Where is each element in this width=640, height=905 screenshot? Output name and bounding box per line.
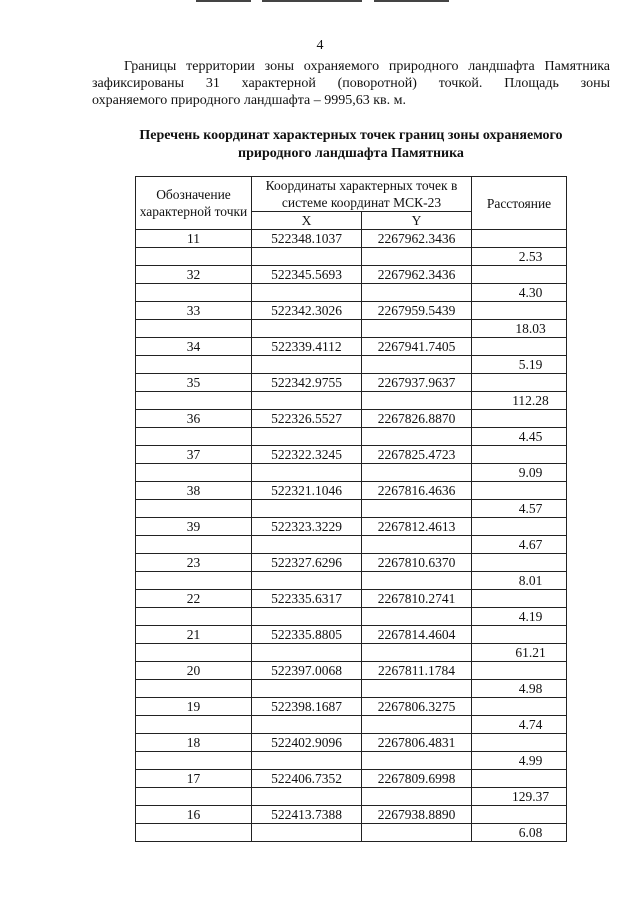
empty-y-cell <box>362 428 472 446</box>
empty-x-cell <box>252 824 362 842</box>
point-row <box>136 590 567 608</box>
point-id-cell: 11 <box>136 230 252 248</box>
x-coordinate-cell: 522402.9096 <box>252 734 362 752</box>
point-id-cell: 33 <box>136 302 252 320</box>
empty-id-cell <box>136 392 252 410</box>
point-row <box>136 770 567 788</box>
y-coordinate-cell: 2267812.4613 <box>362 518 472 536</box>
point-id-cell: 32 <box>136 266 252 284</box>
distance-cell: 9.09 <box>472 464 567 482</box>
empty-y-cell <box>362 716 472 734</box>
y-coordinate-cell: 2267825.4723 <box>362 446 472 464</box>
empty-id-cell <box>136 356 252 374</box>
point-row <box>136 230 567 248</box>
distance-cell: 4.98 <box>472 680 567 698</box>
point-id-cell: 39 <box>136 518 252 536</box>
empty-x-cell <box>252 248 362 266</box>
distance-cell: 61.21 <box>472 644 567 662</box>
empty-distance-cell <box>472 806 567 824</box>
distance-row <box>136 572 567 590</box>
point-row <box>136 302 567 320</box>
y-coordinate-cell: 2267826.8870 <box>362 410 472 428</box>
distance-cell: 5.19 <box>472 356 567 374</box>
intro-line-3: охраняемого природного ландшафта – 9995,63 кв. м. <box>92 93 407 108</box>
empty-y-cell <box>362 536 472 554</box>
x-coordinate-cell: 522335.6317 <box>252 590 362 608</box>
distance-cell: 129.37 <box>472 788 567 806</box>
point-id-cell: 36 <box>136 410 252 428</box>
empty-id-cell <box>136 536 252 554</box>
distance-cell: 8.01 <box>472 572 567 590</box>
empty-x-cell <box>252 608 362 626</box>
distance-cell: 4.99 <box>472 752 567 770</box>
header-y: Y <box>362 212 472 230</box>
empty-distance-cell <box>472 302 567 320</box>
empty-distance-cell <box>472 734 567 752</box>
distance-cell: 112.28 <box>472 392 567 410</box>
empty-distance-cell <box>472 266 567 284</box>
point-row <box>136 446 567 464</box>
x-coordinate-cell: 522342.3026 <box>252 302 362 320</box>
intro-paragraph <box>92 58 610 109</box>
point-id-cell: 35 <box>136 374 252 392</box>
point-row <box>136 662 567 680</box>
empty-id-cell <box>136 824 252 842</box>
distance-cell: 4.30 <box>472 284 567 302</box>
empty-x-cell <box>252 428 362 446</box>
point-row <box>136 698 567 716</box>
x-coordinate-cell: 522327.6296 <box>252 554 362 572</box>
distance-row <box>136 824 567 842</box>
point-row <box>136 410 567 428</box>
point-row <box>136 734 567 752</box>
empty-x-cell <box>252 680 362 698</box>
distance-row <box>136 356 567 374</box>
point-id-cell: 20 <box>136 662 252 680</box>
x-coordinate-cell: 522335.8805 <box>252 626 362 644</box>
empty-y-cell <box>362 500 472 518</box>
point-row <box>136 338 567 356</box>
y-coordinate-cell: 2267941.7405 <box>362 338 472 356</box>
empty-x-cell <box>252 572 362 590</box>
x-coordinate-cell: 522321.1046 <box>252 482 362 500</box>
distance-row <box>136 608 567 626</box>
empty-id-cell <box>136 320 252 338</box>
distance-row <box>136 500 567 518</box>
empty-id-cell <box>136 716 252 734</box>
point-id-cell: 23 <box>136 554 252 572</box>
distance-row <box>136 464 567 482</box>
empty-y-cell <box>362 824 472 842</box>
empty-id-cell <box>136 788 252 806</box>
empty-distance-cell <box>472 518 567 536</box>
y-coordinate-cell: 2267806.4831 <box>362 734 472 752</box>
x-coordinate-cell: 522397.0068 <box>252 662 362 680</box>
y-coordinate-cell: 2267810.6370 <box>362 554 472 572</box>
empty-y-cell <box>362 284 472 302</box>
x-coordinate-cell: 522326.5527 <box>252 410 362 428</box>
distance-row <box>136 680 567 698</box>
point-id-cell: 16 <box>136 806 252 824</box>
empty-x-cell <box>252 788 362 806</box>
empty-y-cell <box>362 356 472 374</box>
header-designation: Обозначение характерной точки <box>136 177 252 230</box>
distance-cell: 4.19 <box>472 608 567 626</box>
header-coordinates: Координаты характерных точек в системе координат МСК-23 <box>252 177 472 212</box>
empty-x-cell <box>252 536 362 554</box>
empty-x-cell <box>252 464 362 482</box>
point-row <box>136 518 567 536</box>
empty-id-cell <box>136 680 252 698</box>
point-id-cell: 22 <box>136 590 252 608</box>
empty-distance-cell <box>472 590 567 608</box>
x-coordinate-cell: 522398.1687 <box>252 698 362 716</box>
empty-y-cell <box>362 752 472 770</box>
point-row <box>136 266 567 284</box>
empty-y-cell <box>362 392 472 410</box>
distance-row <box>136 644 567 662</box>
empty-x-cell <box>252 356 362 374</box>
point-row <box>136 482 567 500</box>
y-coordinate-cell: 2267959.5439 <box>362 302 472 320</box>
distance-row <box>136 392 567 410</box>
empty-x-cell <box>252 284 362 302</box>
empty-x-cell <box>252 716 362 734</box>
distance-cell: 4.57 <box>472 500 567 518</box>
y-coordinate-cell: 2267937.9637 <box>362 374 472 392</box>
y-coordinate-cell: 2267814.4604 <box>362 626 472 644</box>
point-id-cell: 17 <box>136 770 252 788</box>
distance-row <box>136 536 567 554</box>
y-coordinate-cell: 2267962.3436 <box>362 266 472 284</box>
table-title-line-1: Перечень координат характерных точек границ зоны охраняемого <box>139 128 563 143</box>
empty-distance-cell <box>472 338 567 356</box>
empty-id-cell <box>136 644 252 662</box>
top-edge-lines <box>0 0 640 4</box>
header-distance: Расстояние <box>472 177 567 230</box>
distance-cell: 4.45 <box>472 428 567 446</box>
y-coordinate-cell: 2267809.6998 <box>362 770 472 788</box>
table-title <box>92 127 610 163</box>
coordinates-table-body <box>136 230 567 842</box>
x-coordinate-cell: 522339.4112 <box>252 338 362 356</box>
empty-y-cell <box>362 320 472 338</box>
empty-id-cell <box>136 500 252 518</box>
x-coordinate-cell: 522413.7388 <box>252 806 362 824</box>
empty-id-cell <box>136 752 252 770</box>
y-coordinate-cell: 2267810.2741 <box>362 590 472 608</box>
empty-distance-cell <box>472 698 567 716</box>
x-coordinate-cell: 522406.7352 <box>252 770 362 788</box>
empty-distance-cell <box>472 662 567 680</box>
y-coordinate-cell: 2267962.3436 <box>362 230 472 248</box>
empty-x-cell <box>252 392 362 410</box>
distance-cell: 6.08 <box>472 824 567 842</box>
point-row <box>136 374 567 392</box>
empty-x-cell <box>252 752 362 770</box>
point-id-cell: 38 <box>136 482 252 500</box>
y-coordinate-cell: 2267811.1784 <box>362 662 472 680</box>
distance-row <box>136 788 567 806</box>
distance-row <box>136 320 567 338</box>
point-row <box>136 626 567 644</box>
empty-y-cell <box>362 788 472 806</box>
distance-cell: 4.74 <box>472 716 567 734</box>
empty-y-cell <box>362 572 472 590</box>
x-coordinate-cell: 522323.3229 <box>252 518 362 536</box>
empty-y-cell <box>362 680 472 698</box>
y-coordinate-cell: 2267938.8890 <box>362 806 472 824</box>
empty-distance-cell <box>472 446 567 464</box>
empty-distance-cell <box>472 410 567 428</box>
empty-id-cell <box>136 248 252 266</box>
y-coordinate-cell: 2267816.4636 <box>362 482 472 500</box>
x-coordinate-cell: 522342.9755 <box>252 374 362 392</box>
empty-y-cell <box>362 644 472 662</box>
header-x: X <box>252 212 362 230</box>
empty-id-cell <box>136 284 252 302</box>
empty-id-cell <box>136 608 252 626</box>
point-row <box>136 806 567 824</box>
distance-cell: 18.03 <box>472 320 567 338</box>
x-coordinate-cell: 522322.3245 <box>252 446 362 464</box>
empty-x-cell <box>252 644 362 662</box>
empty-id-cell <box>136 428 252 446</box>
distance-row <box>136 248 567 266</box>
empty-id-cell <box>136 464 252 482</box>
y-coordinate-cell: 2267806.3275 <box>362 698 472 716</box>
empty-distance-cell <box>472 230 567 248</box>
page-number: 4 <box>316 38 324 53</box>
point-row <box>136 554 567 572</box>
x-coordinate-cell: 522345.5693 <box>252 266 362 284</box>
point-id-cell: 21 <box>136 626 252 644</box>
distance-row <box>136 752 567 770</box>
distance-cell: 4.67 <box>472 536 567 554</box>
empty-distance-cell <box>472 554 567 572</box>
header-row-1 <box>136 177 567 212</box>
x-coordinate-cell: 522348.1037 <box>252 230 362 248</box>
coordinates-table <box>135 176 567 842</box>
empty-id-cell <box>136 572 252 590</box>
point-id-cell: 18 <box>136 734 252 752</box>
intro-line-1: Границы территории зоны охраняемого природного ландшафта Памятника <box>124 59 610 74</box>
distance-cell: 2.53 <box>472 248 567 266</box>
empty-distance-cell <box>472 770 567 788</box>
empty-distance-cell <box>472 374 567 392</box>
intro-line-2: зафиксированы 31 характерной (поворотной) точкой. Площадь зоны <box>92 76 610 91</box>
empty-y-cell <box>362 608 472 626</box>
empty-x-cell <box>252 500 362 518</box>
empty-distance-cell <box>472 626 567 644</box>
point-id-cell: 34 <box>136 338 252 356</box>
table-title-line-2: природного ландшафта Памятника <box>238 146 464 161</box>
empty-y-cell <box>362 464 472 482</box>
point-id-cell: 19 <box>136 698 252 716</box>
point-id-cell: 37 <box>136 446 252 464</box>
distance-row <box>136 284 567 302</box>
distance-row <box>136 716 567 734</box>
empty-y-cell <box>362 248 472 266</box>
distance-row <box>136 428 567 446</box>
empty-x-cell <box>252 320 362 338</box>
empty-distance-cell <box>472 482 567 500</box>
